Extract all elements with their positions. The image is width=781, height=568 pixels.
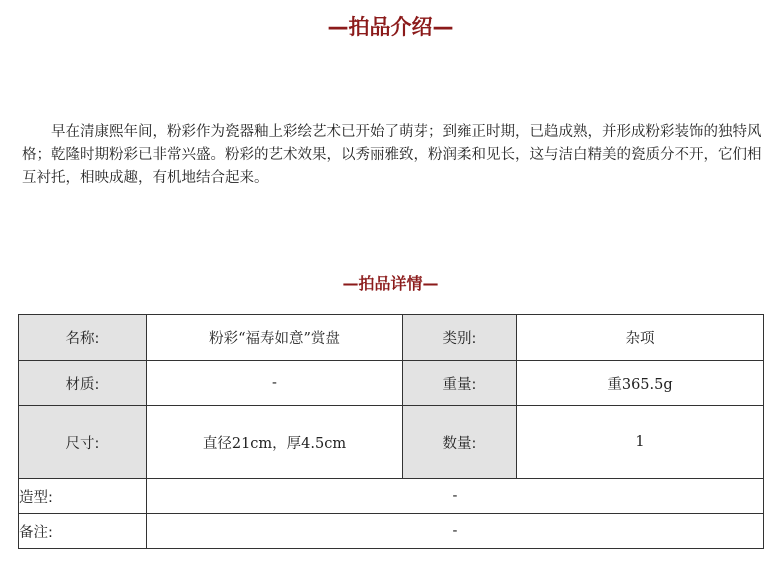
- weight-label: 重量:: [403, 361, 517, 406]
- material-value: -: [147, 361, 403, 406]
- category-label: 类别:: [403, 315, 517, 361]
- shape-value: -: [147, 479, 764, 514]
- table-row: [19, 406, 764, 479]
- details-table: [18, 314, 764, 549]
- quantity-value: 1: [517, 406, 764, 479]
- table-row: [19, 315, 764, 361]
- remarks-value: -: [147, 514, 764, 549]
- quantity-label: 数量:: [403, 406, 517, 479]
- shape-label: 造型:: [19, 479, 147, 514]
- weight-value: 重365.5g: [517, 361, 764, 406]
- name-label: 名称:: [19, 315, 147, 361]
- material-label: 材质:: [19, 361, 147, 406]
- intro-title: —拍品介绍—: [327, 15, 454, 39]
- remarks-label: 备注:: [19, 514, 147, 549]
- category-value: 杂项: [517, 315, 764, 361]
- details-title: —拍品详情—: [342, 274, 439, 293]
- intro-paragraph: 早在清康熙年间，粉彩作为瓷器釉上彩绘艺术已开始了萌芽；到雍正时期，已趋成熟，并形成粉彩装饰的独特风格；乾隆时期粉彩已非常兴盛。粉彩的艺术效果，以秀丽雅致，粉润柔和见长，这与洁白精美的瓷质分不开，它们相互衬托，相映成趣，有机地结合起来。: [22, 124, 762, 186]
- table-row: [19, 361, 764, 406]
- table-row: [19, 479, 764, 514]
- size-label: 尺寸:: [19, 406, 147, 479]
- name-value: 粉彩“福寿如意”赏盘: [147, 315, 403, 361]
- table-row: [19, 514, 764, 549]
- size-value: 直径21cm，厚4.5cm: [147, 406, 403, 479]
